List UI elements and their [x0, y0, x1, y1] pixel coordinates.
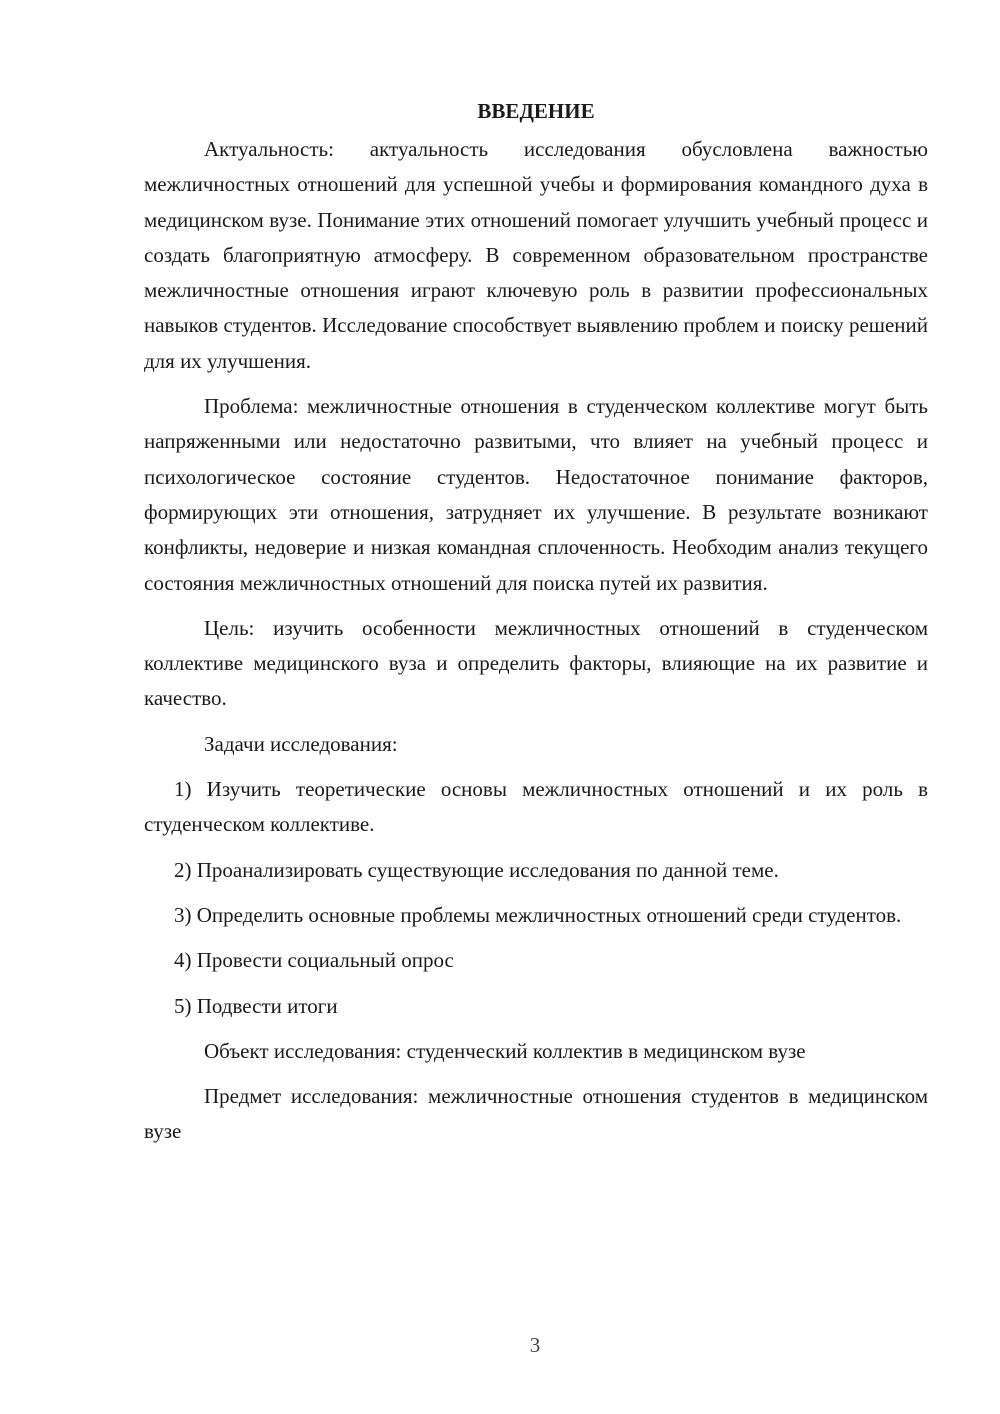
subject-paragraph: Предмет исследования: межличностные отношения студентов в медицинском вузе [144, 1084, 928, 1144]
page-number: 3 [529, 1333, 541, 1357]
problem-paragraph: Проблема: межличностные отношения в студенческом коллективе могут быть напряженными или недостаточно развитыми, что влияет на учебный процесс и психологическое состояние студентов. Недостаточное понимание факторов, формирующих эти отношения, затрудняет их улучшение. В результате возникают конфликты, недоверие и низкая командная сплоченность. Необходим анализ текущего состояния межличностных отношений для поиска путей их развития. [144, 394, 928, 595]
relevance-paragraph: Актуальность: актуальность исследования обусловлена важностью межличностных отношений для успешной учебы и формирования командного духа в медицинском вузе. Понимание этих отношений помогает улучшить учебный процесс и создать благоприятную атмосферу. В современном образовательном пространстве межличностные отношения играют ключевую роль в развитии профессиональных навыков студентов. Исследование способствует выявлению проблем и поиску решений для их улучшения. [144, 137, 928, 373]
page-content [144, 96, 928, 1160]
section-heading: ВВЕДЕНИЕ [477, 99, 595, 123]
object-paragraph: Объект исследования: студенческий коллектив в медицинском вузе [204, 1038, 806, 1063]
task-item-5: 5) Подвести итоги [174, 993, 338, 1018]
task-item-4: 4) Провести социальный опрос [174, 948, 454, 973]
task-item-3: 3) Определить основные проблемы межличностных отношений среди студентов. [174, 902, 902, 927]
goal-paragraph: Цель: изучить особенности межличностных отношений в студенческом коллективе медицинского вуза и определить факторы, влияющие на их развитие и качество. [144, 615, 928, 711]
tasks-intro: Задачи исследования: [204, 731, 398, 756]
task-item-1: 1) Изучить теоретические основы межличностных отношений и их роль в студенческом коллективе. [144, 777, 928, 837]
task-item-2: 2) Проанализировать существующие исследования по данной теме. [174, 857, 779, 882]
